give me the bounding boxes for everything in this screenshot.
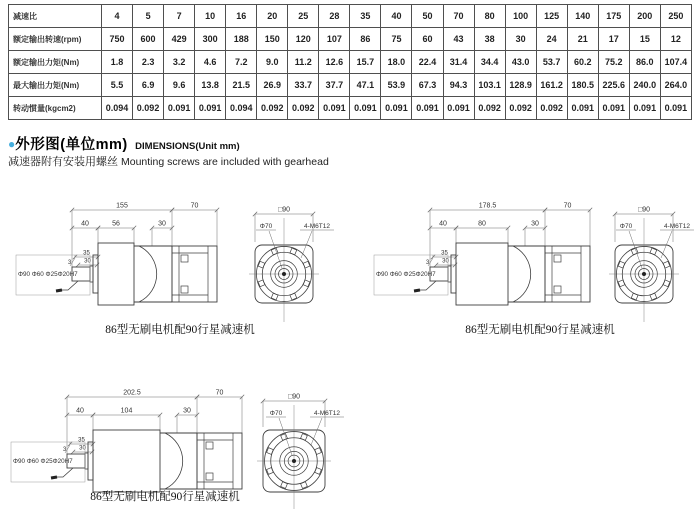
spec-cell: 53.7: [536, 51, 567, 74]
spec-cell: 0.092: [536, 97, 567, 120]
spec-cell: 94.3: [443, 74, 474, 97]
spec-cell: 0.092: [288, 97, 319, 120]
spec-cell: 9.0: [257, 51, 288, 74]
section-title-en: DIMENSIONS(Unit mm): [135, 141, 240, 152]
spec-cell: 21: [567, 28, 598, 51]
dim-diameters: Φ90 Φ60 Φ25Φ20H7: [13, 458, 73, 465]
spec-cell: 75.2: [598, 51, 629, 74]
spec-cell: 11.2: [288, 51, 319, 74]
dim-shaft: 30: [442, 258, 449, 265]
drawing-caption-1: 86型无刷电机配90行星减速机: [105, 324, 255, 336]
section-title-cn: 外形图(单位mm): [15, 137, 128, 153]
spec-cell: 31.4: [443, 51, 474, 74]
spec-cell: 175: [598, 5, 629, 28]
dim-square: □90: [287, 393, 301, 401]
side-view-drawing-2: [368, 198, 603, 326]
spec-cell: 5.5: [102, 74, 133, 97]
spec-cell: 33.7: [288, 74, 319, 97]
spec-cell: 50: [412, 5, 443, 28]
spec-cell: 0.091: [319, 97, 350, 120]
spec-cell: 70: [443, 5, 474, 28]
spec-cell: 200: [629, 5, 660, 28]
dim-pilot: Φ70: [269, 410, 283, 417]
spec-cell: 5: [133, 5, 164, 28]
dim-front: 40: [81, 220, 89, 228]
section-subtitle-en: Mounting screws are included with gearhead: [121, 156, 329, 168]
spec-table-row: [9, 74, 692, 97]
spec-cell: 0.091: [412, 97, 443, 120]
dim-pilot: Φ70: [259, 223, 273, 230]
spec-table-body: [9, 5, 692, 120]
spec-cell: 15.7: [350, 51, 381, 74]
spec-cell: 40: [381, 5, 412, 28]
spec-cell: 600: [133, 28, 164, 51]
spec-cell: 15: [629, 28, 660, 51]
spec-cell: 125: [536, 5, 567, 28]
spec-cell: 86.0: [629, 51, 660, 74]
drawing-caption-3: 86型无刷电机配90行星减速机: [90, 491, 240, 503]
spec-cell: 750: [102, 28, 133, 51]
dim-step: 3: [63, 447, 67, 453]
spec-cell: 180.5: [567, 74, 598, 97]
spec-cell: 75: [381, 28, 412, 51]
dim-body: 56: [112, 220, 120, 228]
spec-cell: 120: [288, 28, 319, 51]
spec-cell: 80: [474, 5, 505, 28]
section-bullet-icon: ●: [8, 137, 16, 151]
dim-rear: 70: [190, 202, 199, 210]
spec-cell: 34.4: [474, 51, 505, 74]
spec-cell: 22.4: [412, 51, 443, 74]
dim-rear: 70: [563, 202, 572, 210]
spec-cell: 188: [226, 28, 257, 51]
dim-boss: 35: [83, 250, 90, 257]
spec-cell: 3.2: [164, 51, 195, 74]
dim-front: 40: [439, 220, 447, 228]
dim-step: 3: [68, 260, 72, 266]
dim-step: 3: [426, 260, 430, 266]
spec-cell: 16: [226, 5, 257, 28]
dim-motor-seg: 30: [158, 220, 166, 228]
spec-cell: 0.091: [598, 97, 629, 120]
spec-cell: 2.3: [133, 51, 164, 74]
spec-cell: 0.094: [102, 97, 133, 120]
spec-table-row: [9, 97, 692, 120]
spec-cell: 0.091: [164, 97, 195, 120]
spec-cell: 0.092: [133, 97, 164, 120]
dim-boss: 35: [78, 437, 85, 444]
dim-front: 40: [76, 407, 84, 415]
spec-table: [8, 4, 692, 120]
dim-body: 80: [478, 220, 486, 228]
spec-cell: 429: [164, 28, 195, 51]
dim-body: 104: [120, 407, 133, 415]
spec-cell: 12: [660, 28, 691, 51]
spec-cell: 107.4: [660, 51, 691, 74]
spec-cell: 0.091: [350, 97, 381, 120]
spec-row-label: 最大输出力矩(Nm): [9, 74, 102, 97]
spec-cell: 25: [288, 5, 319, 28]
spec-row-label: 额定输出力矩(Nm): [9, 51, 102, 74]
spec-cell: 264.0: [660, 74, 691, 97]
dim-screws: 4-M6T12: [303, 223, 331, 230]
dim-shaft: 30: [84, 258, 91, 265]
spec-row-label: 额定输出转速(rpm): [9, 28, 102, 51]
spec-cell: 37.7: [319, 74, 350, 97]
spec-cell: 43.0: [505, 51, 536, 74]
dim-diameters: Φ90 Φ60 Φ25Φ20H7: [376, 271, 436, 278]
spec-cell: 0.091: [660, 97, 691, 120]
spec-cell: 30: [505, 28, 536, 51]
section-header: [8, 133, 240, 154]
drawing-caption-2: 86型无刷电机配90行星减速机: [465, 324, 615, 336]
spec-cell: 67.3: [412, 74, 443, 97]
spec-cell: 21.5: [226, 74, 257, 97]
spec-cell: 7: [164, 5, 195, 28]
section-subtitle: [8, 152, 329, 170]
dim-square: □90: [637, 206, 651, 214]
spec-cell: 12.6: [319, 51, 350, 74]
spec-cell: 7.2: [226, 51, 257, 74]
spec-cell: 4: [102, 5, 133, 28]
dim-motor-seg: 30: [183, 407, 191, 415]
spec-cell: 60: [412, 28, 443, 51]
spec-cell: 86: [350, 28, 381, 51]
spec-cell: 0.091: [195, 97, 226, 120]
spec-cell: 0.091: [443, 97, 474, 120]
dim-square: □90: [277, 206, 291, 214]
spec-cell: 128.9: [505, 74, 536, 97]
spec-cell: 0.092: [474, 97, 505, 120]
spec-cell: 107: [319, 28, 350, 51]
spec-cell: 18.0: [381, 51, 412, 74]
dim-diameters: Φ90 Φ60 Φ25Φ20H7: [18, 271, 78, 278]
end-view-drawing-2: [592, 198, 700, 326]
dim-boss: 35: [441, 250, 448, 257]
spec-cell: 10: [195, 5, 226, 28]
spec-cell: 100: [505, 5, 536, 28]
spec-cell: 26.9: [257, 74, 288, 97]
spec-cell: 300: [195, 28, 226, 51]
spec-row-label: 减速比: [9, 5, 102, 28]
spec-cell: 0.092: [257, 97, 288, 120]
spec-cell: 140: [567, 5, 598, 28]
spec-cell: 6.9: [133, 74, 164, 97]
spec-cell: 38: [474, 28, 505, 51]
side-view-drawing-1: [10, 198, 245, 326]
section-subtitle-cn: 减速器附有安装用螺丝: [8, 156, 118, 168]
spec-cell: 0.094: [226, 97, 257, 120]
spec-cell: 17: [598, 28, 629, 51]
dim-total: 155: [116, 202, 128, 210]
spec-table-row: [9, 5, 692, 28]
dim-total: 202.5: [123, 389, 141, 397]
dim-screws: 4-M6T12: [313, 410, 341, 417]
spec-cell: 20: [257, 5, 288, 28]
spec-table-row: [9, 51, 692, 74]
spec-cell: 24: [536, 28, 567, 51]
spec-cell: 9.6: [164, 74, 195, 97]
spec-cell: 4.6: [195, 51, 226, 74]
dim-motor-seg: 30: [531, 220, 539, 228]
spec-cell: 0.091: [381, 97, 412, 120]
dim-total: 178.5: [478, 202, 497, 210]
dim-rear: 70: [215, 389, 224, 397]
spec-cell: 0.091: [629, 97, 660, 120]
spec-cell: 60.2: [567, 51, 598, 74]
spec-cell: 150: [257, 28, 288, 51]
spec-cell: 35: [350, 5, 381, 28]
spec-cell: 240.0: [629, 74, 660, 97]
dim-shaft: 30: [79, 445, 86, 452]
spec-cell: 43: [443, 28, 474, 51]
spec-cell: 53.9: [381, 74, 412, 97]
spec-cell: 103.1: [474, 74, 505, 97]
dim-pilot: Φ70: [619, 223, 633, 230]
spec-cell: 225.6: [598, 74, 629, 97]
spec-row-label: 转动惯量(kgcm2): [9, 97, 102, 120]
spec-cell: 161.2: [536, 74, 567, 97]
spec-cell: 0.091: [567, 97, 598, 120]
end-view-drawing-1: [232, 198, 340, 326]
spec-cell: 28: [319, 5, 350, 28]
spec-cell: 13.8: [195, 74, 226, 97]
spec-cell: 47.1: [350, 74, 381, 97]
dim-screws: 4-M6T12: [663, 223, 691, 230]
spec-cell: 1.8: [102, 51, 133, 74]
spec-cell: 0.092: [505, 97, 536, 120]
spec-table-row: [9, 28, 692, 51]
spec-cell: 250: [660, 5, 691, 28]
